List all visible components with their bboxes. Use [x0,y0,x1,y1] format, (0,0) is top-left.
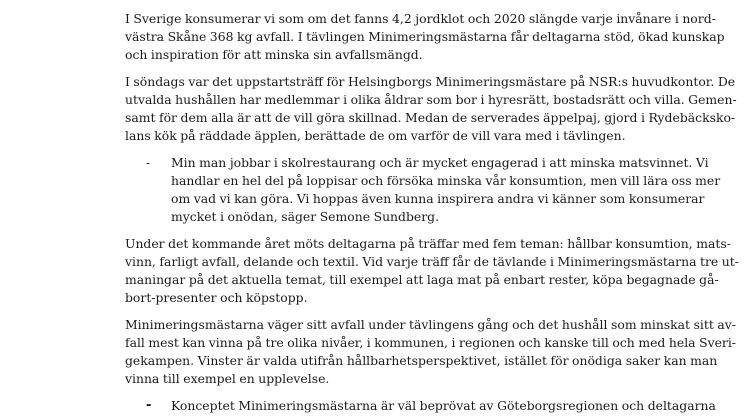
bullet-quote [171,154,721,226]
text-line: vinna till exempel en upplevelse. [125,371,330,386]
text-line: och inspiration för att minska sin avfallsmängd. [125,47,423,62]
text-line: handlar en hel del på loppisar och försöka minska vår konsumtion, men vill lära oss mer [171,173,721,188]
text-line: lans kök på räddade äpplen, berättade de om varför de vill vara med i tävlingen. [125,128,626,143]
text-line: I söndags var det uppstartsträff för Helsingborgs Minimeringsmästare på NSR:s huvudkontor. De [125,74,736,89]
bullet-marker: - [146,155,151,170]
text-line: Min man jobbar i skolrestaurang och är mycket engagerad i att minska matsvinnet. Vi [171,155,709,170]
text-line: samt för dem alla är att de vill göra skillnad. Medan de serverades äppelpaj, gjord i Rydebäcksko- [125,110,736,125]
paragraph-prizes [125,316,736,388]
text-line: fall mest kan vinna på tre olika nivåer, i kommunen, i regionen och kanske till och med hela Sveri- [125,335,736,350]
text-line: gekampen. Vinster är valda utifrån hållbarhetsperspektivet, istället för onödiga saker kan man [125,353,718,368]
text-line: mycket i onödan, säger Semone Sundberg. [171,209,440,224]
text-line: om vad vi kan göra. Vi hoppas även kunna inspirera andra vi känner som konsumerar [171,191,705,206]
text-line: Minimeringsmästarna väger sitt avfall under tävlingens gång och det hushåll som minskat sitt av- [125,317,736,332]
bullet-marker: - [146,398,152,413]
paragraph-kickoff [125,73,737,145]
text-line: maningar på det aktuella temat, till exempel att laga mat på enbart rester, köpa begagnade gå- [125,272,719,287]
text-line: Under det kommande året möts deltagarna på träffar med fem teman: hållbar konsumtion, mats- [125,236,731,251]
paragraph-themes [125,235,739,307]
text-line: västra Skåne 368 kg avfall. I tävlingen Minimeringsmästarna får deltagarna stöd, ökad kunskap [125,29,725,44]
text-line: utvalda hushållen har medlemmar i olika åldrar som bor i hyresrätt, bostadsrätt och villa. Gemen- [125,92,737,107]
paragraph-intro [125,10,725,64]
bullet-concept [171,397,716,415]
text-line: bort-presenter och köpstopp. [125,290,308,305]
text-line: I Sverige konsumerar vi som om det fanns 4,2 jordklot och 2020 slängde varje invånare i nord- [125,11,716,26]
text-line: vinn, farligt avfall, delande och textil. Vid varje träff får de tävlande i Minimeringsmästarna tre ut- [125,254,739,269]
text-line: Konceptet Minimeringsmästarna är väl beprövat av Göteborgsregionen och deltagarna [171,398,716,413]
